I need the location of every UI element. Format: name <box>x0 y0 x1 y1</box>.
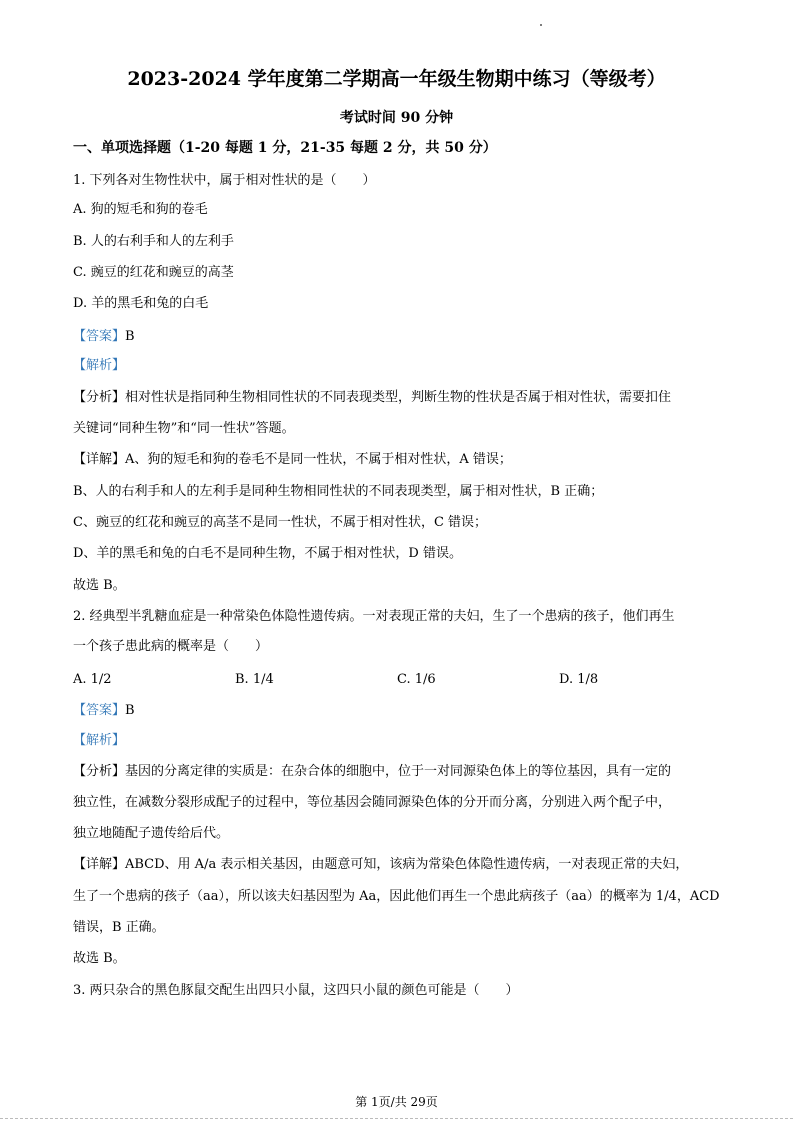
q2-analysis-line: 【详解】ABCD、用 A/a 表示相关基因，由题意可知，该病为常染色体隐性遗传病，一对表现正常的夫妇， <box>73 857 689 872</box>
q1-option-a: A. 狗的短毛和狗的卷毛 <box>73 202 208 217</box>
q2-option-c: C. 1/6 <box>397 672 436 687</box>
answer-value: B <box>125 329 135 344</box>
section-heading: 一、单项选择题（1-20 每题 1 分，21-35 每题 2 分，共 50 分） <box>73 140 497 156</box>
page-title: 2023-2024 学年度第二学期高一年级生物期中练习（等级考） <box>127 68 666 90</box>
q1-option-d: D. 羊的黑毛和兔的白毛 <box>73 296 209 311</box>
q1-analysis-line: 关键词“同种生物”和“同一性状”答题。 <box>73 421 295 436</box>
q2-analysis-line: 独立性，在减数分裂形成配子的过程中，等位基因会随同源染色体的分开而分离，分别进入两个配子中， <box>73 795 672 810</box>
q2-stem: 2. 经典型半乳糖血症是一种常染色体隐性遗传病。一对表现正常的夫妇，生了一个患病的孩子，他们再生 <box>73 609 675 624</box>
q2-analysis-line: 【分析】基因的分离定律的实质是：在杂合体的细胞中，位于一对同源染色体上的等位基因，具有一定的 <box>73 764 672 779</box>
q2-analysis-line: 错误，B 正确。 <box>73 920 165 935</box>
q2-stem: 一个孩子患此病的概率是（ ） <box>73 639 269 654</box>
q1-conclusion: 故选 B。 <box>73 578 126 593</box>
answer-tag: 【答案】 <box>73 703 126 718</box>
q1-analysis-line: 【分析】相对性状是指同种生物相同性状的不同表现类型，判断生物的性状是否属于相对性状，需要扣住 <box>73 390 672 405</box>
q1-answer <box>73 329 135 345</box>
q2-conclusion: 故选 B。 <box>73 951 126 966</box>
q1-analysis-tag: 【解析】 <box>73 358 126 373</box>
q1-analysis-line: D、羊的黑毛和兔的白毛不是同种生物，不属于相对性状，D 错误。 <box>73 546 462 561</box>
q2-option-a: A. 1/2 <box>73 672 112 687</box>
q1-option-b: B. 人的右利手和人的左利手 <box>73 234 234 249</box>
page-number: 第 1页/共 29页 <box>355 1095 438 1109</box>
q1-analysis-line: C、豌豆的红花和豌豆的高茎不是同一性状，不属于相对性状，C 错误； <box>73 515 488 530</box>
q2-analysis-line: 生了一个患病的孩子（aa），所以该夫妇基因型为 Aa，因此他们再生一个患此病孩子（aa）的概率为 1/4，ACD <box>73 889 720 904</box>
q3-stem: 3. 两只杂合的黑色豚鼠交配生出四只小鼠，这四只小鼠的颜色可能是（ ） <box>73 983 519 998</box>
exam-duration: 考试时间 90 分钟 <box>339 110 454 126</box>
q2-option-d: D. 1/8 <box>559 672 599 687</box>
q2-option-b: B. 1/4 <box>235 672 274 687</box>
answer-tag: 【答案】 <box>73 329 126 344</box>
q1-analysis-line: 【详解】A、狗的短毛和狗的卷毛不是同一性状，不属于相对性状，A 错误； <box>73 452 512 467</box>
q1-option-c: C. 豌豆的红花和豌豆的高茎 <box>73 265 234 280</box>
q1-analysis-line: B、人的右利手和人的左利手是同种生物相同性状的不同表现类型，属于相对性状，B 正确； <box>73 484 604 499</box>
answer-value: B <box>125 703 135 718</box>
scan-speck <box>540 24 542 26</box>
page-bottom-divider <box>0 1118 793 1119</box>
q2-answer <box>73 703 135 719</box>
q1-stem: 1. 下列各对生物性状中，属于相对性状的是（ ） <box>73 173 376 188</box>
q2-analysis-line: 独立地随配子遗传给后代。 <box>73 826 230 841</box>
q2-analysis-tag: 【解析】 <box>73 733 126 748</box>
